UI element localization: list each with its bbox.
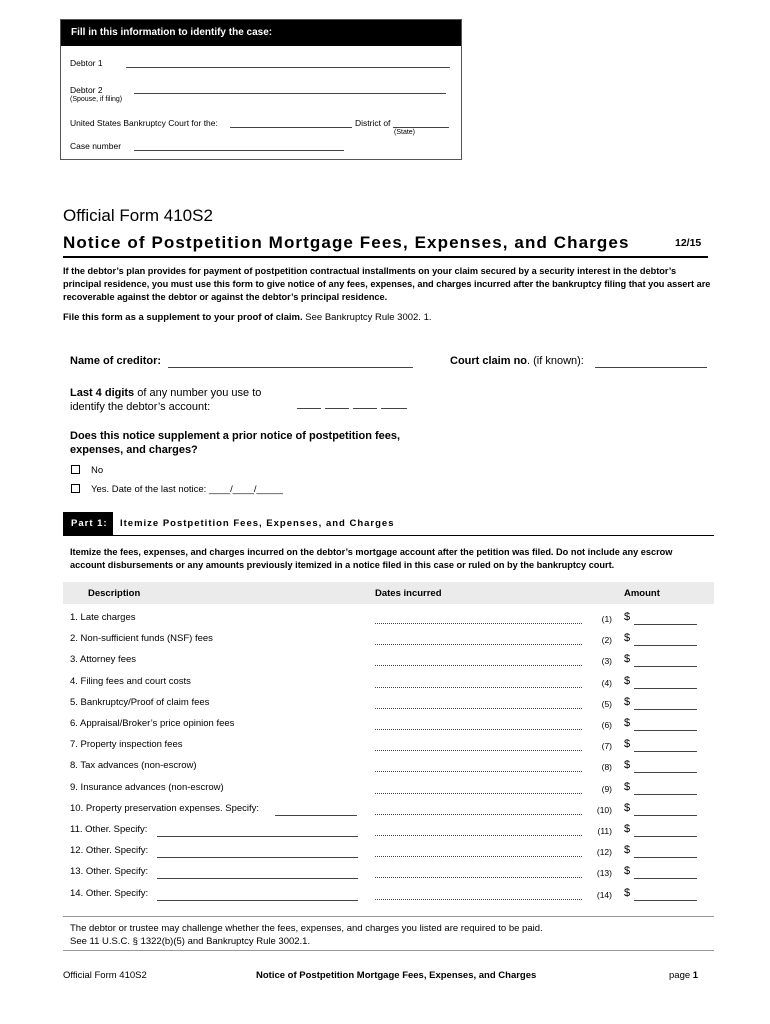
dollar-sign: $ <box>624 611 631 623</box>
fee-row-number: (2) <box>601 635 612 645</box>
fee-row-number: (9) <box>601 784 612 794</box>
fee-row-label: 3. Attorney fees <box>70 654 137 665</box>
dollar-sign: $ <box>624 759 631 771</box>
dollar-sign: $ <box>624 802 631 814</box>
dollar-sign: $ <box>624 653 631 665</box>
fee-row-number: (12) <box>596 847 612 857</box>
fee-row-number: (8) <box>601 762 612 772</box>
dollar-sign: $ <box>624 781 631 793</box>
state-note: (State) <box>394 129 416 136</box>
fee-row-label: 10. Property preservation expenses. Specify: <box>70 803 260 814</box>
date-field[interactable] <box>375 835 582 836</box>
amount-field[interactable] <box>634 624 697 625</box>
amount-field[interactable] <box>634 857 697 858</box>
col-description: Description <box>88 588 141 599</box>
fee-row-label: 1. Late charges <box>70 612 136 623</box>
form-version: 12/15 <box>675 237 702 249</box>
amount-field[interactable] <box>634 751 697 752</box>
amount-field[interactable] <box>634 709 697 710</box>
supplement-note <box>63 312 432 323</box>
court-field[interactable] <box>230 127 352 128</box>
dollar-sign: $ <box>624 675 631 687</box>
fee-row-number: (1) <box>601 614 612 624</box>
challenge-line-1: The debtor or trustee may challenge whether the fees, expenses, and charges you listed are required to be paid. <box>70 923 543 934</box>
amount-field[interactable] <box>634 772 697 773</box>
amount-field[interactable] <box>634 815 697 816</box>
challenge-rule-bottom <box>63 950 714 951</box>
footer-form-name: Official Form 410S2 <box>63 970 147 981</box>
fee-row-number: (7) <box>601 741 612 751</box>
supplement-bold: File this form as a supplement to your proof of claim. <box>63 312 303 323</box>
last4-digit1[interactable] <box>297 408 321 409</box>
last4-line2: identify the debtor’s account: <box>70 401 211 413</box>
fee-row-number: (5) <box>601 699 612 709</box>
part1-tab: Part 1: <box>63 512 113 536</box>
claim-label-rest: . (if known): <box>527 355 584 367</box>
dollar-sign: $ <box>624 844 631 856</box>
fee-row-number: (4) <box>601 678 612 688</box>
amount-field[interactable] <box>634 645 697 646</box>
date-field[interactable] <box>375 814 582 815</box>
creditor-name-field[interactable] <box>168 367 413 368</box>
date-field[interactable] <box>375 877 582 878</box>
date-field[interactable] <box>375 750 582 751</box>
page-label: page <box>669 970 693 981</box>
footer-title: Notice of Postpetition Mortgage Fees, Expenses, and Charges <box>256 970 537 981</box>
creditor-name-label: Name of creditor: <box>70 355 162 367</box>
case-number-label: Case number <box>70 141 122 151</box>
col-dates: Dates incurred <box>375 588 442 599</box>
amount-field[interactable] <box>634 666 697 667</box>
claim-number-field[interactable] <box>595 367 707 368</box>
dollar-sign: $ <box>624 632 631 644</box>
case-number-field[interactable] <box>134 150 344 151</box>
last4-digit3[interactable] <box>353 408 377 409</box>
dollar-sign: $ <box>624 865 631 877</box>
district-label: District of <box>355 118 391 128</box>
specify-field[interactable] <box>157 878 358 879</box>
yes-checkbox[interactable] <box>71 484 80 493</box>
part1-rule <box>63 535 714 536</box>
fee-row-number: (3) <box>601 656 612 666</box>
fee-row-label: 11. Other. Specify: <box>70 824 148 835</box>
fee-row-label: 8. Tax advances (non-escrow) <box>70 760 197 771</box>
date-field[interactable] <box>375 793 582 794</box>
claim-label-bold: Court claim no <box>450 355 528 367</box>
last4-bold: Last 4 digits <box>70 387 135 399</box>
dollar-sign: $ <box>624 823 631 835</box>
fee-row-label: 2. Non-sufficient funds (NSF) fees <box>70 633 213 644</box>
date-field[interactable] <box>375 856 582 857</box>
fee-row-label: 6. Appraisal/Broker’s price opinion fees <box>70 718 235 729</box>
fee-row-number: (13) <box>596 868 612 878</box>
form-title: Notice of Postpetition Mortgage Fees, Expenses, and Charges <box>63 233 630 252</box>
date-field[interactable] <box>375 623 582 624</box>
date-field[interactable] <box>375 708 582 709</box>
debtor1-label: Debtor 1 <box>70 58 103 68</box>
no-label: No <box>91 465 104 476</box>
fee-row-label: 7. Property inspection fees <box>70 739 183 750</box>
fee-row-number: (11) <box>597 826 612 836</box>
amount-field[interactable] <box>634 836 697 837</box>
fee-row-number: (6) <box>601 720 612 730</box>
fee-row-label: 4. Filing fees and court costs <box>70 676 191 687</box>
supplement-question-2: expenses, and charges? <box>70 444 198 456</box>
specify-field[interactable] <box>157 857 358 858</box>
state-field[interactable] <box>393 127 449 128</box>
last4-label <box>70 387 261 399</box>
dollar-sign: $ <box>624 738 631 750</box>
yes-label: Yes. Date of the last notice: ____/____/_____ <box>91 484 283 495</box>
col-amount: Amount <box>624 588 660 599</box>
date-field[interactable] <box>375 729 582 730</box>
specify-field[interactable] <box>157 836 358 837</box>
specify-field[interactable] <box>157 900 358 901</box>
intro-paragraph: If the debtor’s plan provides for payment of postpetition contractual installments on your claim secured by a security interest in the debtor’s principal residence, you must use this form to give notice of any fees, expenses, and charges incurred after the bankruptcy filing that you assert are recoverable against the debtor or against the debtor’s principal residence. <box>63 266 711 302</box>
date-field[interactable] <box>375 665 582 666</box>
fee-row-label: 14. Other. Specify: <box>70 888 149 899</box>
date-field[interactable] <box>375 899 582 900</box>
fee-row-label: 12. Other. Specify: <box>70 845 149 856</box>
fee-row-number: (14) <box>596 890 612 900</box>
court-label: United States Bankruptcy Court for the: <box>70 118 218 128</box>
amount-field[interactable] <box>634 730 697 731</box>
challenge-rule-top <box>63 916 714 917</box>
supplement-question-1: Does this notice supplement a prior notice of postpetition fees, <box>70 430 401 442</box>
amount-field[interactable] <box>634 688 697 689</box>
last4-digit2[interactable] <box>325 408 349 409</box>
date-field[interactable] <box>375 644 582 645</box>
case-info-box <box>60 19 462 160</box>
debtor1-field[interactable] <box>126 67 450 68</box>
fee-row-label: 5. Bankruptcy/Proof of claim fees <box>70 697 210 708</box>
last4-rest: of any number you use to <box>134 387 262 399</box>
part1-title: Itemize Postpetition Fees, Expenses, and Charges <box>120 518 395 529</box>
claim-number-label <box>450 355 584 367</box>
no-checkbox[interactable] <box>71 465 80 474</box>
date-field[interactable] <box>375 687 582 688</box>
footer-page <box>669 970 698 981</box>
date-field[interactable] <box>375 771 582 772</box>
dollar-sign: $ <box>624 696 631 708</box>
supplement-rule: See Bankruptcy Rule 3002. 1. <box>302 312 432 323</box>
page-number: 1 <box>692 970 699 981</box>
last4-digit4[interactable] <box>381 408 407 409</box>
fee-row-label: 13. Other. Specify: <box>70 866 149 877</box>
amount-field[interactable] <box>634 794 697 795</box>
dollar-sign: $ <box>624 717 631 729</box>
dollar-sign: $ <box>624 887 631 899</box>
debtor2-field[interactable] <box>134 93 446 94</box>
challenge-line-2: See 11 U.S.C. § 1322(b)(5) and Bankruptcy Rule 3002.1. <box>70 936 311 947</box>
fee-row-label: 9. Insurance advances (non-escrow) <box>70 782 224 793</box>
debtor2-note: (Spouse, if filing) <box>70 96 123 103</box>
amount-field[interactable] <box>634 878 697 879</box>
part1-instructions: Itemize the fees, expenses, and charges incurred on the debtor’s mortgage account after the petition was filed. Do not include any escrow account disbursements or any amounts previously itemized in a notice filed in this case or ruled on by the bankruptcy court. <box>70 547 673 570</box>
debtor2-label: Debtor 2 <box>70 85 103 95</box>
title-rule <box>63 256 708 258</box>
amount-field[interactable] <box>634 900 697 901</box>
case-info-heading: Fill in this information to identify the case: <box>61 20 461 46</box>
specify-field[interactable] <box>275 815 357 816</box>
fee-row-number: (10) <box>596 805 612 815</box>
form-name: Official Form 410S2 <box>63 206 213 225</box>
